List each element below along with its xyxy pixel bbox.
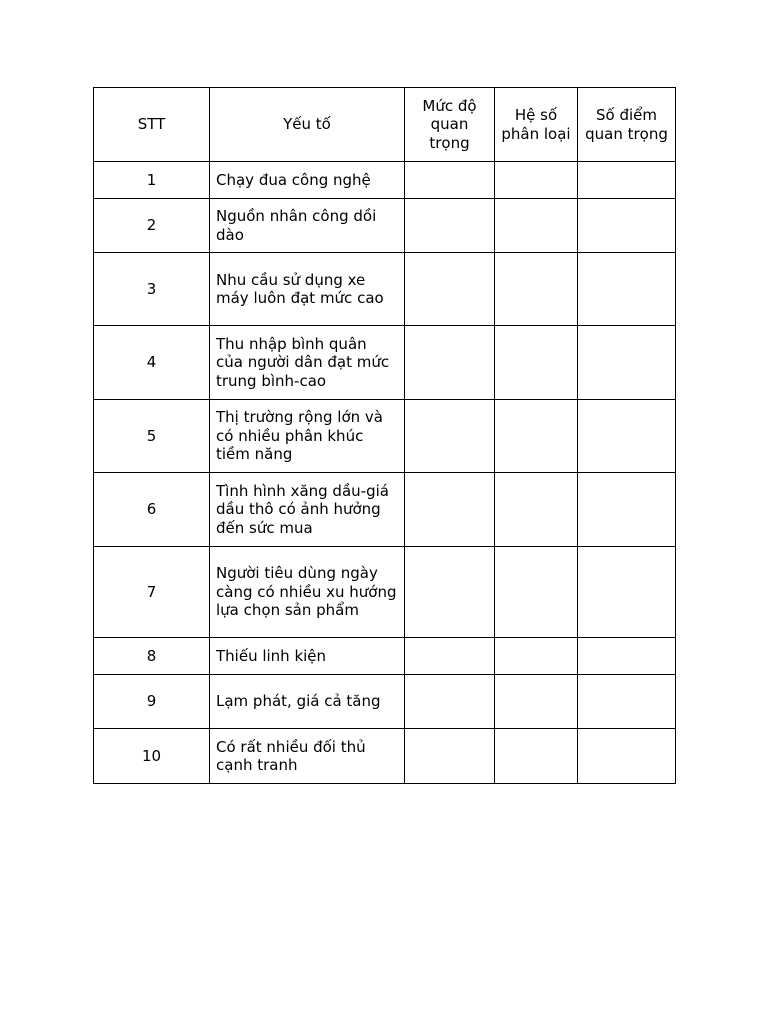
row-number: 6 xyxy=(94,473,210,547)
score-cell xyxy=(578,326,676,400)
score-cell xyxy=(578,675,676,729)
table-row xyxy=(94,547,676,638)
table-row xyxy=(94,253,676,326)
factor-cell: Thiếu linh kiện xyxy=(210,638,405,675)
factor-evaluation-table xyxy=(93,87,676,784)
factor-cell: Lạm phát, giá cả tăng xyxy=(210,675,405,729)
row-number: 7 xyxy=(94,547,210,638)
coefficient-cell xyxy=(495,400,578,473)
coefficient-cell xyxy=(495,253,578,326)
table-row xyxy=(94,199,676,253)
row-number: 4 xyxy=(94,326,210,400)
coefficient-cell xyxy=(495,473,578,547)
table-row xyxy=(94,638,676,675)
header-importance: Mức độ quan trọng xyxy=(405,88,495,162)
importance-cell xyxy=(405,162,495,199)
row-number: 3 xyxy=(94,253,210,326)
score-cell xyxy=(578,473,676,547)
coefficient-cell xyxy=(495,162,578,199)
row-number: 5 xyxy=(94,400,210,473)
factor-cell: Nhu cầu sử dụng xe máy luôn đạt mức cao xyxy=(210,253,405,326)
coefficient-cell xyxy=(495,199,578,253)
coefficient-cell xyxy=(495,547,578,638)
factor-cell: Thu nhập bình quân của người dân đạt mức trung bình-cao xyxy=(210,326,405,400)
row-number: 9 xyxy=(94,675,210,729)
score-cell xyxy=(578,547,676,638)
factor-cell: Chạy đua công nghệ xyxy=(210,162,405,199)
coefficient-cell xyxy=(495,729,578,784)
row-number: 8 xyxy=(94,638,210,675)
table-row xyxy=(94,162,676,199)
table-row xyxy=(94,473,676,547)
importance-cell xyxy=(405,729,495,784)
importance-cell xyxy=(405,199,495,253)
header-factor: Yếu tố xyxy=(210,88,405,162)
importance-cell xyxy=(405,400,495,473)
header-stt: STT xyxy=(94,88,210,162)
header-coefficient: Hệ số phân loại xyxy=(495,88,578,162)
factor-cell: Nguồn nhân công dồi dào xyxy=(210,199,405,253)
importance-cell xyxy=(405,675,495,729)
score-cell xyxy=(578,400,676,473)
row-number: 1 xyxy=(94,162,210,199)
score-cell xyxy=(578,638,676,675)
importance-cell xyxy=(405,547,495,638)
factor-cell: Tình hình xăng dầu-giá dầu thô có ảnh hưởng đến sức mua xyxy=(210,473,405,547)
table-row xyxy=(94,326,676,400)
score-cell xyxy=(578,162,676,199)
importance-cell xyxy=(405,638,495,675)
score-cell xyxy=(578,199,676,253)
importance-cell xyxy=(405,473,495,547)
header-row xyxy=(94,88,676,162)
table-row xyxy=(94,675,676,729)
score-cell xyxy=(578,729,676,784)
importance-cell xyxy=(405,253,495,326)
factor-cell: Người tiêu dùng ngày càng có nhiều xu hướng lựa chọn sản phẩm xyxy=(210,547,405,638)
coefficient-cell xyxy=(495,675,578,729)
factor-cell: Thị trường rộng lớn và có nhiều phân khúc tiềm năng xyxy=(210,400,405,473)
coefficient-cell xyxy=(495,638,578,675)
table-row xyxy=(94,729,676,784)
coefficient-cell xyxy=(495,326,578,400)
score-cell xyxy=(578,253,676,326)
table-row xyxy=(94,400,676,473)
factor-cell: Có rất nhiều đối thủ cạnh tranh xyxy=(210,729,405,784)
header-score: Số điểm quan trọng xyxy=(578,88,676,162)
importance-cell xyxy=(405,326,495,400)
row-number: 2 xyxy=(94,199,210,253)
row-number: 10 xyxy=(94,729,210,784)
